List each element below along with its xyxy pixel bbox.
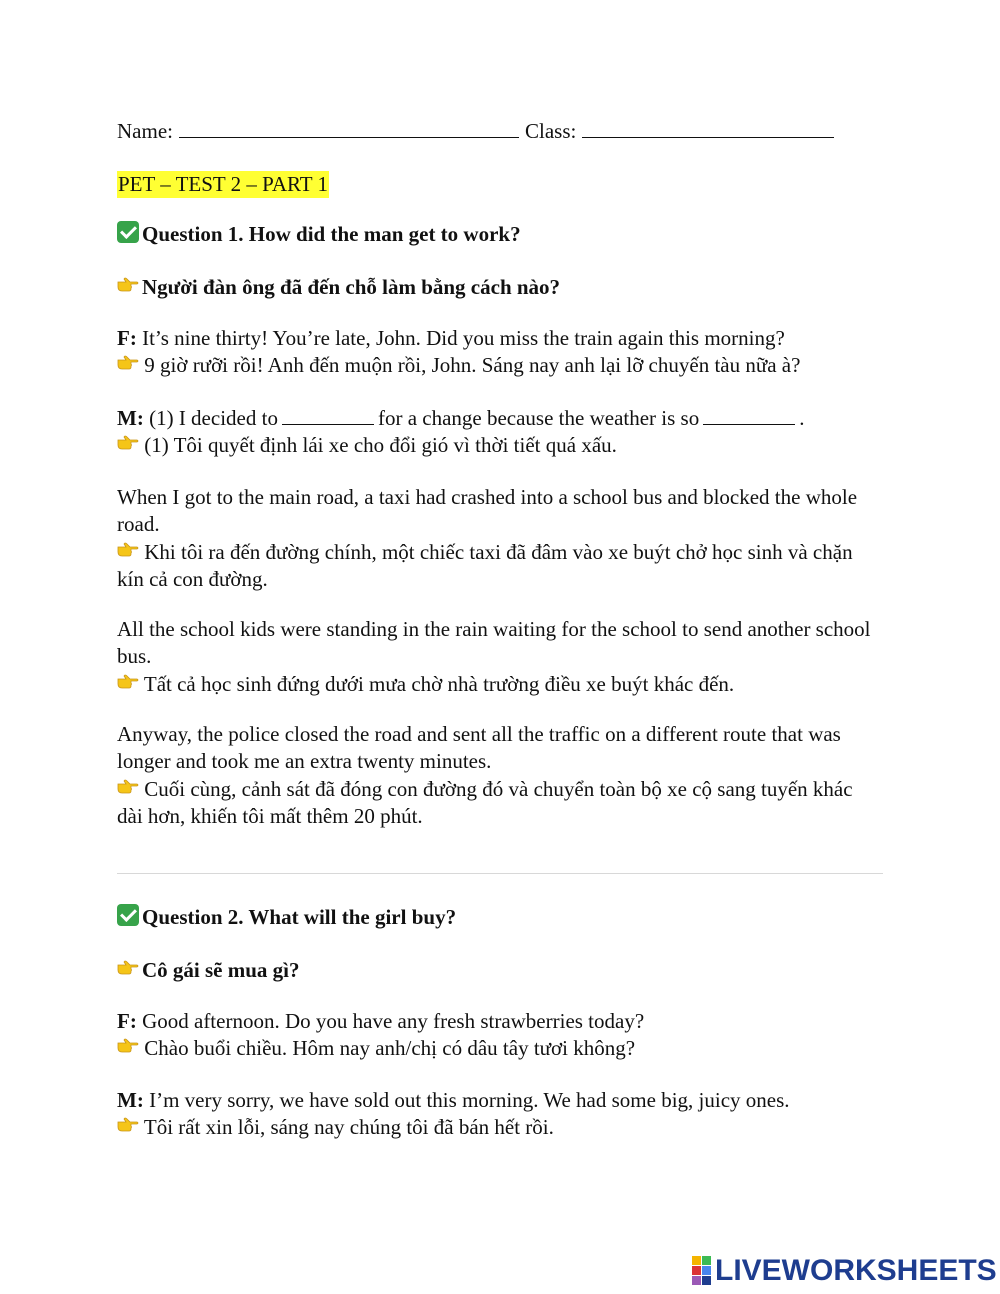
- speaker-f-label: F:: [117, 1009, 137, 1033]
- class-blank[interactable]: [582, 119, 834, 138]
- pointing-hand-icon: [117, 1038, 139, 1054]
- q1-m-part3: .: [799, 406, 805, 430]
- q1-m-part2: for a change because the weather is so: [377, 406, 700, 430]
- pointing-hand-icon: [117, 1117, 139, 1133]
- check-mark-icon: [117, 221, 139, 243]
- question-2-translation: [117, 957, 300, 984]
- q1-m-vi: (1) Tôi quyết định lái xe cho đổi gió vì thời tiết quá xấu.: [144, 433, 617, 457]
- q2-f-line: Good afternoon. Do you have any fresh strawberries today?: [142, 1009, 645, 1033]
- q2-dialogue-m: [117, 1087, 883, 1141]
- q1-p4-vi: Tất cả học sinh đứng dưới mưa chờ nhà trường điều xe buýt khác đến.: [143, 672, 735, 696]
- answer-blank-1[interactable]: [282, 406, 374, 425]
- q1-m-part1: (1) I decided to: [149, 406, 278, 430]
- q1-p3-en: When I got to the main road, a taxi had crashed into a school bus and blocked the whole road.: [117, 485, 858, 536]
- name-blank[interactable]: [179, 119, 519, 138]
- speaker-f-label: F:: [117, 326, 137, 350]
- name-label: Name:: [117, 119, 173, 143]
- speaker-m-label: M:: [117, 1088, 144, 1112]
- answer-blank-2[interactable]: [703, 406, 795, 425]
- logo-mark-icon: [692, 1256, 711, 1285]
- question-2-heading: [117, 904, 456, 931]
- q1-paragraph-5: [117, 721, 883, 830]
- q1-p5-en: Anyway, the police closed the road and sent all the traffic on a different route that was longer and took me an extra twenty minutes.: [117, 722, 841, 773]
- pointing-hand-icon: [117, 277, 139, 293]
- q2-dialogue-f: [117, 1008, 883, 1062]
- pointing-hand-icon: [117, 779, 139, 795]
- q1-dialogue-m: [117, 405, 883, 459]
- pointing-hand-icon: [117, 542, 139, 558]
- question-1-text: Question 1. How did the man get to work?: [142, 222, 521, 246]
- q1-p4-en: All the school kids were standing in the rain waiting for the school to send another school bus.: [117, 617, 871, 668]
- q2-f-vi: Chào buổi chiều. Hôm nay anh/chị có dâu tây tươi không?: [144, 1036, 636, 1060]
- section-divider: [117, 873, 883, 874]
- pointing-hand-icon: [117, 355, 139, 371]
- q2-m-line: I’m very sorry, we have sold out this morning. We had some big, juicy ones.: [149, 1088, 790, 1112]
- question-2-vi-text: Cô gái sẽ mua gì?: [142, 958, 300, 982]
- q1-p3-vi: Khi tôi ra đến đường chính, một chiếc taxi đã đâm vào xe buýt chở học sinh và chặn kín cả con đường.: [117, 540, 853, 591]
- question-1-heading: [117, 221, 521, 248]
- question-1-vi-text: Người đàn ông đã đến chỗ làm bằng cách nào?: [142, 275, 561, 299]
- pointing-hand-icon: [117, 960, 139, 976]
- q1-paragraph-4: [117, 616, 883, 698]
- class-label: Class:: [524, 119, 577, 143]
- check-mark-icon: [117, 904, 139, 926]
- q1-f-line: It’s nine thirty! You’re late, John. Did you miss the train again this morning?: [142, 326, 785, 350]
- q1-paragraph-3: [117, 484, 883, 593]
- logo-text: LIVEWORKSHEETS: [715, 1253, 997, 1287]
- liveworksheets-logo: [692, 1253, 997, 1287]
- q2-m-vi: Tôi rất xin lỗi, sáng nay chúng tôi đã bán hết rồi.: [143, 1115, 554, 1139]
- question-1-translation: [117, 274, 560, 301]
- header-line: [117, 118, 834, 145]
- pointing-hand-icon: [117, 674, 139, 690]
- page-title: PET – TEST 2 – PART 1: [118, 172, 328, 196]
- q1-p5-vi: Cuối cùng, cảnh sát đã đóng con đường đó và chuyển toàn bộ xe cộ sang tuyến khác dài hơn, khiến tôi mất thêm 20 phút.: [117, 777, 853, 828]
- speaker-m-label: M:: [117, 406, 144, 430]
- pointing-hand-icon: [117, 435, 139, 451]
- q1-f-vi: 9 giờ rưỡi rồi! Anh đến muộn rồi, John. Sáng nay anh lại lỡ chuyến tàu nữa à?: [144, 353, 801, 377]
- question-2-text: Question 2. What will the girl buy?: [142, 905, 457, 929]
- q1-dialogue-f: [117, 325, 883, 379]
